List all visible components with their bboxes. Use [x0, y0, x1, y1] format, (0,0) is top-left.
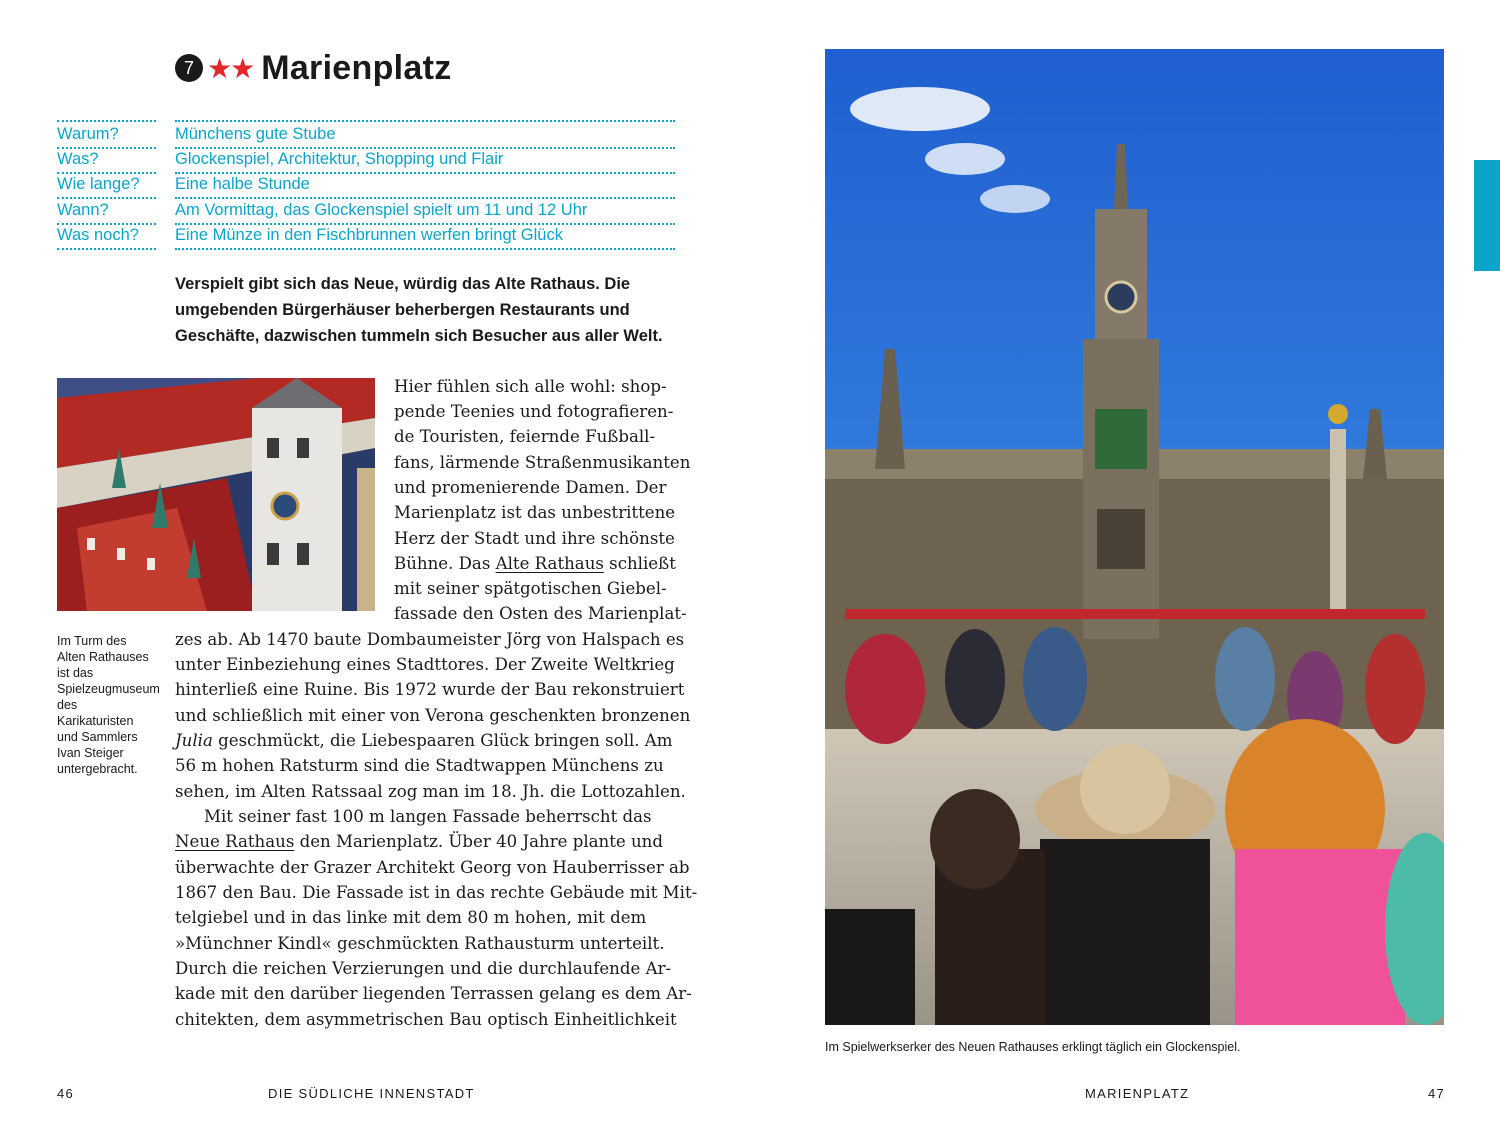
- body-line: und schließlich mit einer von Verona geschenkten bronzenen: [175, 706, 691, 725]
- body-text-span: den Marienplatz. Über 40 Jahre plante und: [294, 832, 663, 851]
- photo-altes-rathaus: [57, 378, 375, 611]
- body-line: fans, lärmende Straßenmusikanten: [394, 453, 691, 472]
- italic-text: Julia: [175, 731, 213, 750]
- page-title: [175, 46, 452, 90]
- body-line: überwachte der Grazer Architekt Georg von Hauberrisser ab: [175, 858, 690, 877]
- body-line: chitekten, dem asymmetrischen Bau optisch Einheitlichkeit: [175, 1010, 677, 1029]
- info-key: Was noch?: [57, 223, 156, 250]
- info-table: [57, 122, 675, 250]
- photo-caption-big: Im Spielwerkserker des Neuen Rathauses erklingt täglich ein Glockenspiel.: [825, 1040, 1241, 1054]
- body-line: zes ab. Ab 1470 baute Dombaumeister Jörg von Halspach es: [175, 630, 685, 649]
- info-row: [57, 224, 675, 250]
- link-alte-rathaus[interactable]: Alte Rathaus: [495, 554, 604, 573]
- body-line: fassade den Osten des Marienplat-: [394, 604, 687, 623]
- info-value: Eine Münze in den Fischbrunnen werfen bringt Glück: [175, 223, 675, 250]
- page-number-right: 47: [1428, 1086, 1446, 1101]
- body-line: telgiebel und in das linke mit dem 80 m hohen, mit dem: [175, 908, 647, 927]
- info-value: Glockenspiel, Architektur, Shopping und Flair: [175, 147, 675, 174]
- body-line: de Touristen, feiernde Fußball-: [394, 427, 656, 446]
- running-head-left: DIE SÜDLICHE INNENSTADT: [268, 1086, 475, 1101]
- info-key: Was?: [57, 147, 156, 174]
- body-line: sehen, im Alten Ratssaal zog man im 18. Jh. die Lottozahlen.: [175, 782, 686, 801]
- body-line: kade mit den darüber liegenden Terrassen gelang es dem Ar-: [175, 984, 692, 1003]
- body-line: [175, 728, 673, 753]
- body-line: [394, 551, 676, 576]
- body-line: Marienplatz ist das unbestrittene: [394, 503, 676, 522]
- body-line: mit seiner spätgotischen Giebel-: [394, 579, 667, 598]
- running-head-right: MARIENPLATZ: [1085, 1086, 1190, 1101]
- body-line: pende Teenies und fotografieren-: [394, 402, 674, 421]
- info-value: Eine halbe Stunde: [175, 172, 675, 199]
- body-line: 56 m hohen Ratsturm sind die Stadtwappen Münchens zu: [175, 756, 664, 775]
- body-line: Durch die reichen Verzierungen und die durchlaufende Ar-: [175, 959, 672, 978]
- body-text-span: Bühne. Das: [394, 554, 496, 573]
- info-row: [57, 199, 675, 225]
- body-line: Mit seiner fast 100 m langen Fassade beherrscht das: [204, 807, 652, 826]
- info-row: [57, 148, 675, 174]
- body-line: 1867 den Bau. Die Fassade ist in das rechte Gebäude mit Mit-: [175, 883, 698, 902]
- info-key: Warum?: [57, 120, 156, 149]
- photo-caption-small: Im Turm des Alten Rathauses ist das Spielzeugmuseum des Karikaturisten und Sammlers Ivan Steiger untergebracht.: [57, 634, 160, 776]
- intro-paragraph: Verspielt gibt sich das Neue, würdig das Alte Rathaus. Die umgebenden Bürgerhäuser beherbergen Restaurants und Geschäfte, dazwischen tummeln sich Besucher aus aller Welt.: [175, 275, 663, 345]
- page-number-left: 46: [57, 1086, 75, 1101]
- body-line: Herz der Stadt und ihre schönste: [394, 529, 675, 548]
- info-value: Münchens gute Stube: [175, 120, 675, 149]
- chapter-tab: [1474, 160, 1500, 271]
- body-line: Hier fühlen sich alle wohl: shop-: [394, 377, 667, 396]
- info-row: [57, 122, 675, 148]
- body-line: und promenierende Damen. Der: [394, 478, 667, 497]
- body-line: hinterließ eine Ruine. Bis 1972 wurde der Bau rekonstruiert: [175, 680, 685, 699]
- photo-neues-rathaus: [825, 49, 1444, 1025]
- link-neue-rathaus[interactable]: Neue Rathaus: [175, 832, 295, 851]
- info-value: Am Vormittag, das Glockenspiel spielt um 11 und 12 Uhr: [175, 198, 675, 225]
- rating-stars: ★★: [207, 52, 254, 84]
- body-line: unter Einbeziehung eines Stadttores. Der Zweite Weltkrieg: [175, 655, 675, 674]
- body-text-span: schließt: [603, 554, 676, 573]
- info-row: [57, 173, 675, 199]
- title-text: Marienplatz: [261, 48, 452, 87]
- sight-number-badge: 7: [175, 54, 203, 82]
- body-line: [175, 829, 663, 854]
- body-text-span: geschmückt, die Liebespaaren Glück bringen soll. Am: [212, 731, 673, 750]
- info-key: Wie lange?: [57, 172, 156, 199]
- info-key: Wann?: [57, 198, 156, 225]
- body-line: »Münchner Kindl« geschmückten Rathausturm unterteilt.: [175, 934, 665, 953]
